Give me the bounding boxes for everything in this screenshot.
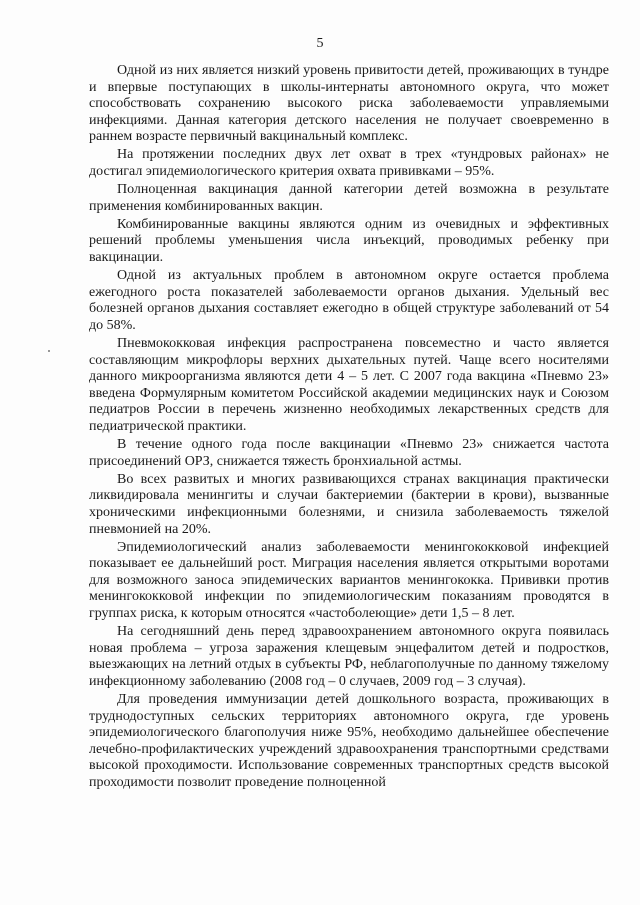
paragraph-8: Во всех развитых и многих развивающихся странах вакцинация практически ликвидировала менингиты и случаи бактериемии (бактерии в крови), вызванные хроническими инфекционными болезнями, и снизила заболеваемость тяжелой пневмонией на 20%.: [89, 471, 609, 537]
paragraph-5: Одной из актуальных проблем в автономном округе остается проблема ежегодного роста показателей заболеваемости органов дыхания. Удельный вес болезней органов дыхания составляет ежегодно в общей структуре заболеваний от 54 до 58%.: [89, 268, 609, 333]
paragraph-2: На протяжении последних двух лет охват в трех «тундровых районах» не достигал эпидемиологического критерия охвата прививками – 95%.: [89, 147, 609, 180]
page-number: 5: [316, 36, 324, 51]
paragraph-3: Полноценная вакцинация данной категории детей возможна в результате применения комбинированных вакцин.: [89, 182, 609, 214]
paragraph-11: Для проведения иммунизации детей дошкольного возраста, проживающих в труднодоступных сельских территориях автономного округа, где уровень эпидемиологического благополучия ниже 95%, необходимо дальнейшее обеспечение лечебно-профилактических учреждений здравоохранения транспортными средствами высокой проходимости. Использование современных транспортных средств высокой проходимости позволит проведение полноценной: [89, 691, 609, 790]
paragraph-6: Пневмококковая инфекция распространена повсеместно и часто является составляющим микрофлоры верхних дыхательных путей. Чаще всего носителями данного микроорганизма являются дети 4 – 5 лет. С 2007 года вакцина «Пневмо 23» введена Формулярным комитетом Российской академии медицинских наук и Союзом педиатров России в перечень жизненно необходимых лекарственных средств для педиатрической практики.: [89, 336, 609, 434]
paragraph-9: Эпидемиологический анализ заболеваемости менингококковой инфекцией показывает ее дальнейший рост. Миграция населения является открытыми воротами для возможного заноса эпидемических вариантов менингококка. Прививки против менингококковой инфекции по эпидемиологическим показаниям проводятся в группах риска, к которым относятся «частоболеющие» дети 1,5 – 8 лет.: [89, 539, 609, 621]
paragraph-4: Комбинированные вакцины являются одним из очевидных и эффективных решений проблемы уменьшения числа инъекций, проводимых ребенку при вакцинации.: [89, 216, 609, 266]
paragraph-7: В течение одного года после вакцинации «Пневмо 23» снижается частота присоединений ОРЗ, снижается тяжесть бронхиальной астмы.: [89, 437, 609, 469]
scan-artifact: [48, 350, 50, 352]
paragraph-10: На сегодняшний день перед здравоохранением автономного округа появилась новая проблема – угроза заражения клещевым энцефалитом детей и подростков, выезжающих на летний отдых в субъекты РФ, неблагополучные по данному тяжелому инфекционному заболеванию (2008 год – 0 случаев, 2009 год – 3 случая).: [89, 624, 609, 689]
paragraph-1: Одной из них является низкий уровень привитости детей, проживающих в тундре и впервые поступающих в школы-интернаты автономного округа, что может способствовать сохранению высокого риска заболеваемости управляемыми инфекциями. Данная категория детского населения не получает своевременно в раннем возрасте первичный вакцинальный комплекс.: [89, 63, 609, 145]
body-text: [89, 63, 609, 793]
